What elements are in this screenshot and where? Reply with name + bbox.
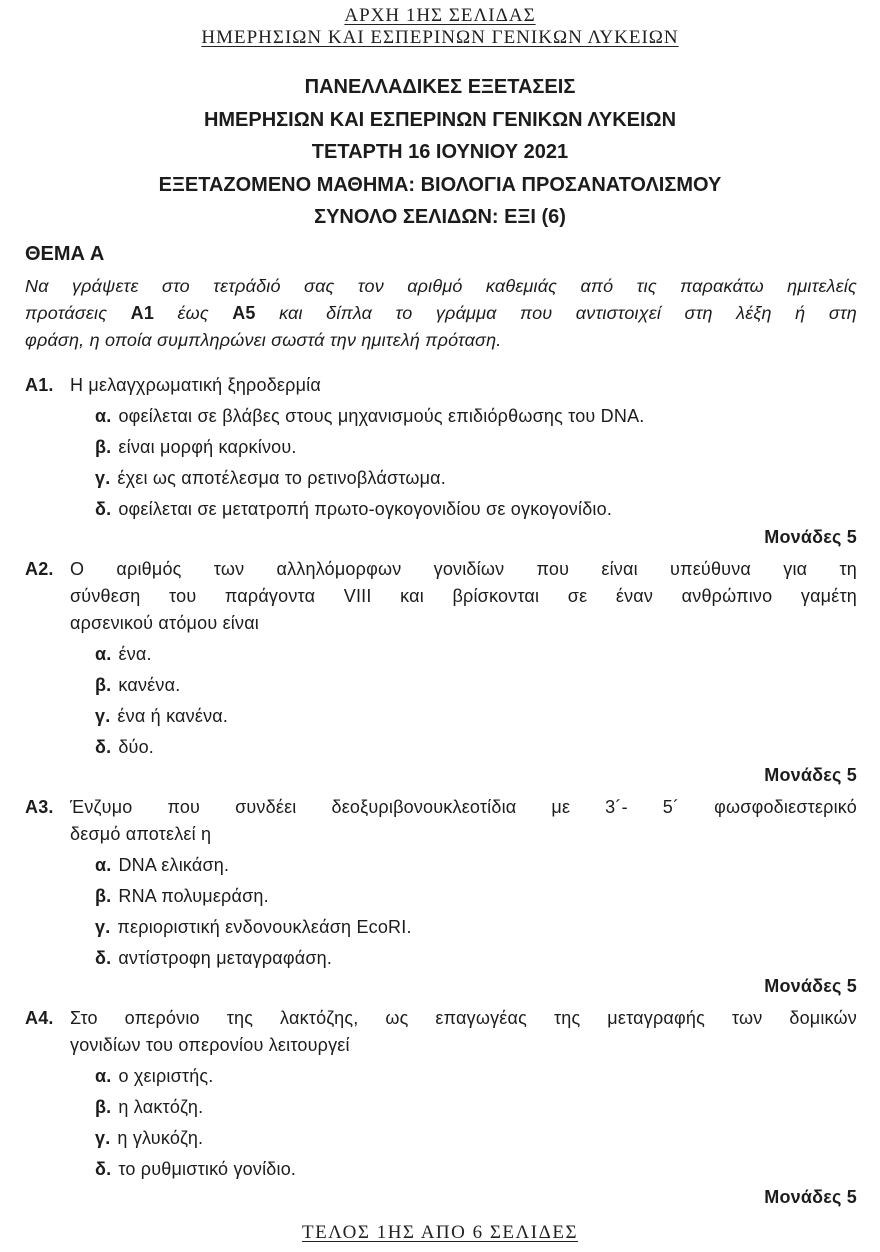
question-number: Α1.	[25, 374, 54, 395]
running-footer-text: ΤΕΛΟΣ 1ΗΣ ΑΠΟ 6 ΣΕΛΙΔΕΣ	[301, 1222, 579, 1243]
stem-line: αρσενικού ατόμου είναι	[70, 612, 259, 633]
title-exams: ΠΑΝΕΛΛΑΔΙΚΕΣ ΕΞΕΤΑΣΕΙΣ	[304, 76, 576, 98]
option-text: οφείλεται σε μετατροπή πρωτο-ογκογονιδίου σε ογκογονίδιο.	[118, 498, 613, 519]
option-text: DNA ελικάση.	[118, 854, 230, 875]
title-total-pages: ΣΥΝΟΛΟ ΣΕΛΙΔΩΝ: ΕΞΙ (6)	[314, 206, 566, 228]
option-text: η λακτόζη.	[118, 1096, 204, 1117]
option-label: β.	[95, 1096, 112, 1117]
question-options	[70, 641, 857, 761]
option-text: οφείλεται σε βλάβες στους μηχανισμούς επιδιόρθωσης του DNA.	[118, 405, 645, 426]
option-label: β.	[95, 885, 112, 906]
option-a	[95, 1063, 857, 1090]
option-b	[95, 672, 857, 699]
option-text: δύο.	[118, 736, 155, 757]
points-label: Μονάδες 5	[764, 526, 857, 547]
option-d	[95, 1156, 857, 1183]
option-label: γ.	[95, 916, 111, 937]
option-text: η γλυκόζη.	[117, 1127, 204, 1148]
points-label: Μονάδες 5	[764, 975, 857, 996]
section-heading: ΘΕΜΑ Α	[25, 242, 105, 265]
running-header-line-1: ΑΡΧΗ 1ΗΣ ΣΕΛΙΔΑΣ	[344, 5, 536, 26]
stem-line: σύνθεση του παράγοντα VIII και βρίσκονται σε έναν ανθρώπινο γαμέτη	[70, 585, 857, 606]
question-number: Α4.	[25, 1007, 54, 1028]
option-text: ο χειριστής.	[118, 1065, 214, 1086]
stem-line: Ο αριθμός των αλληλόμορφων γονιδίων που είναι υπεύθυνα για τη	[70, 558, 857, 579]
stem-line: δεσμό αποτελεί η	[70, 823, 212, 844]
question-stem	[70, 556, 857, 637]
title-subject: ΕΞΕΤΑΖΟΜΕΝΟ ΜΑΘΗΜΑ: ΒΙΟΛΟΓΙΑ ΠΡΟΣΑΝΑΤΟΛΙΣΜΟΥ	[158, 173, 722, 196]
instructions-bold-a5: Α5	[232, 302, 256, 323]
instructions-text: και δίπλα το γράμμα που αντιστοιχεί στη λέξη ή στη	[255, 302, 857, 323]
instructions-line-1: Να γράψετε στο τετράδιό σας τον αριθμό καθεμιάς από τις παρακάτω ημιτελείς	[25, 275, 857, 296]
instructions-paragraph	[25, 273, 857, 354]
option-b	[95, 883, 857, 910]
question-number: Α3.	[25, 796, 54, 817]
option-label: α.	[95, 1065, 112, 1086]
option-d	[95, 496, 857, 523]
instructions-text: έως	[154, 302, 233, 323]
points-label: Μονάδες 5	[764, 764, 857, 785]
page-running-header	[0, 0, 880, 49]
question-number: Α2.	[25, 558, 54, 579]
option-label: δ.	[95, 1158, 112, 1179]
option-label: α.	[95, 405, 112, 426]
questions-list	[0, 372, 880, 1211]
question-stem	[70, 794, 857, 848]
question-stem	[70, 1005, 857, 1059]
option-label: δ.	[95, 947, 112, 968]
option-g	[95, 1125, 857, 1152]
stem-line: Στο οπερόνιο της λακτόζης, ως επαγωγέας της μεταγραφής των δομικών	[70, 1007, 857, 1028]
option-text: ένα ή κανένα.	[117, 705, 229, 726]
question-a3	[25, 794, 857, 1000]
title-date: ΤΕΤΑΡΤΗ 16 ΙΟΥΝΙΟΥ 2021	[311, 141, 569, 163]
instructions-bold-a1: Α1	[130, 302, 155, 323]
question-a2	[25, 556, 857, 789]
option-text: το ρυθμιστικό γονίδιο.	[118, 1158, 297, 1179]
option-label: δ.	[95, 498, 112, 519]
option-d	[95, 945, 857, 972]
option-label: γ.	[95, 467, 111, 488]
stem-line: Η μελαγχρωματική ξηροδερμία	[70, 374, 321, 395]
option-label: γ.	[95, 705, 111, 726]
option-text: RNA πολυμεράση.	[118, 885, 269, 906]
option-g	[95, 703, 857, 730]
option-label: γ.	[95, 1127, 111, 1148]
option-b	[95, 434, 857, 461]
question-a4	[25, 1005, 857, 1211]
question-options	[70, 852, 857, 972]
option-text: αντίστροφη μεταγραφάση.	[118, 947, 333, 968]
option-a	[95, 852, 857, 879]
option-label: δ.	[95, 736, 112, 757]
instructions-text: προτάσεις	[25, 302, 131, 323]
question-options	[70, 1063, 857, 1183]
running-header-line-2: ΗΜΕΡΗΣΙΩΝ ΚΑΙ ΕΣΠΕΡΙΝΩΝ ΓΕΝΙΚΩΝ ΛΥΚΕΙΩΝ	[201, 27, 679, 48]
page-running-footer	[0, 1219, 880, 1246]
option-label: β.	[95, 674, 112, 695]
instructions-line-3: φράση, η οποία συμπληρώνει σωστά την ημιτελή πρόταση.	[25, 329, 502, 350]
exam-title-block	[0, 71, 880, 234]
option-text: κανένα.	[118, 674, 181, 695]
points-label: Μονάδες 5	[764, 1186, 857, 1207]
option-a	[95, 641, 857, 668]
option-g	[95, 465, 857, 492]
option-a	[95, 403, 857, 430]
stem-line: γονιδίων του οπερονίου λειτουργεί	[70, 1034, 350, 1055]
option-d	[95, 734, 857, 761]
stem-line: Ένζυμο που συνδέει δεοξυριβονουκλεοτίδια με 3´- 5´ φωσφοδιεστερικό	[70, 796, 857, 817]
instructions-line-2	[25, 300, 857, 327]
question-a1	[25, 372, 857, 551]
option-text: είναι μορφή καρκίνου.	[118, 436, 297, 457]
question-stem	[70, 372, 857, 399]
option-text: περιοριστική ενδονουκλεάση EcoRI.	[117, 916, 412, 937]
option-label: α.	[95, 643, 112, 664]
option-label: α.	[95, 854, 112, 875]
option-b	[95, 1094, 857, 1121]
option-text: ένα.	[118, 643, 152, 664]
question-options	[70, 403, 857, 523]
option-text: έχει ως αποτέλεσμα το ρετινοβλάστωμα.	[117, 467, 446, 488]
title-school-type: ΗΜΕΡΗΣΙΩΝ ΚΑΙ ΕΣΠΕΡΙΝΩΝ ΓΕΝΙΚΩΝ ΛΥΚΕΙΩΝ	[203, 108, 677, 131]
option-g	[95, 914, 857, 941]
option-label: β.	[95, 436, 112, 457]
